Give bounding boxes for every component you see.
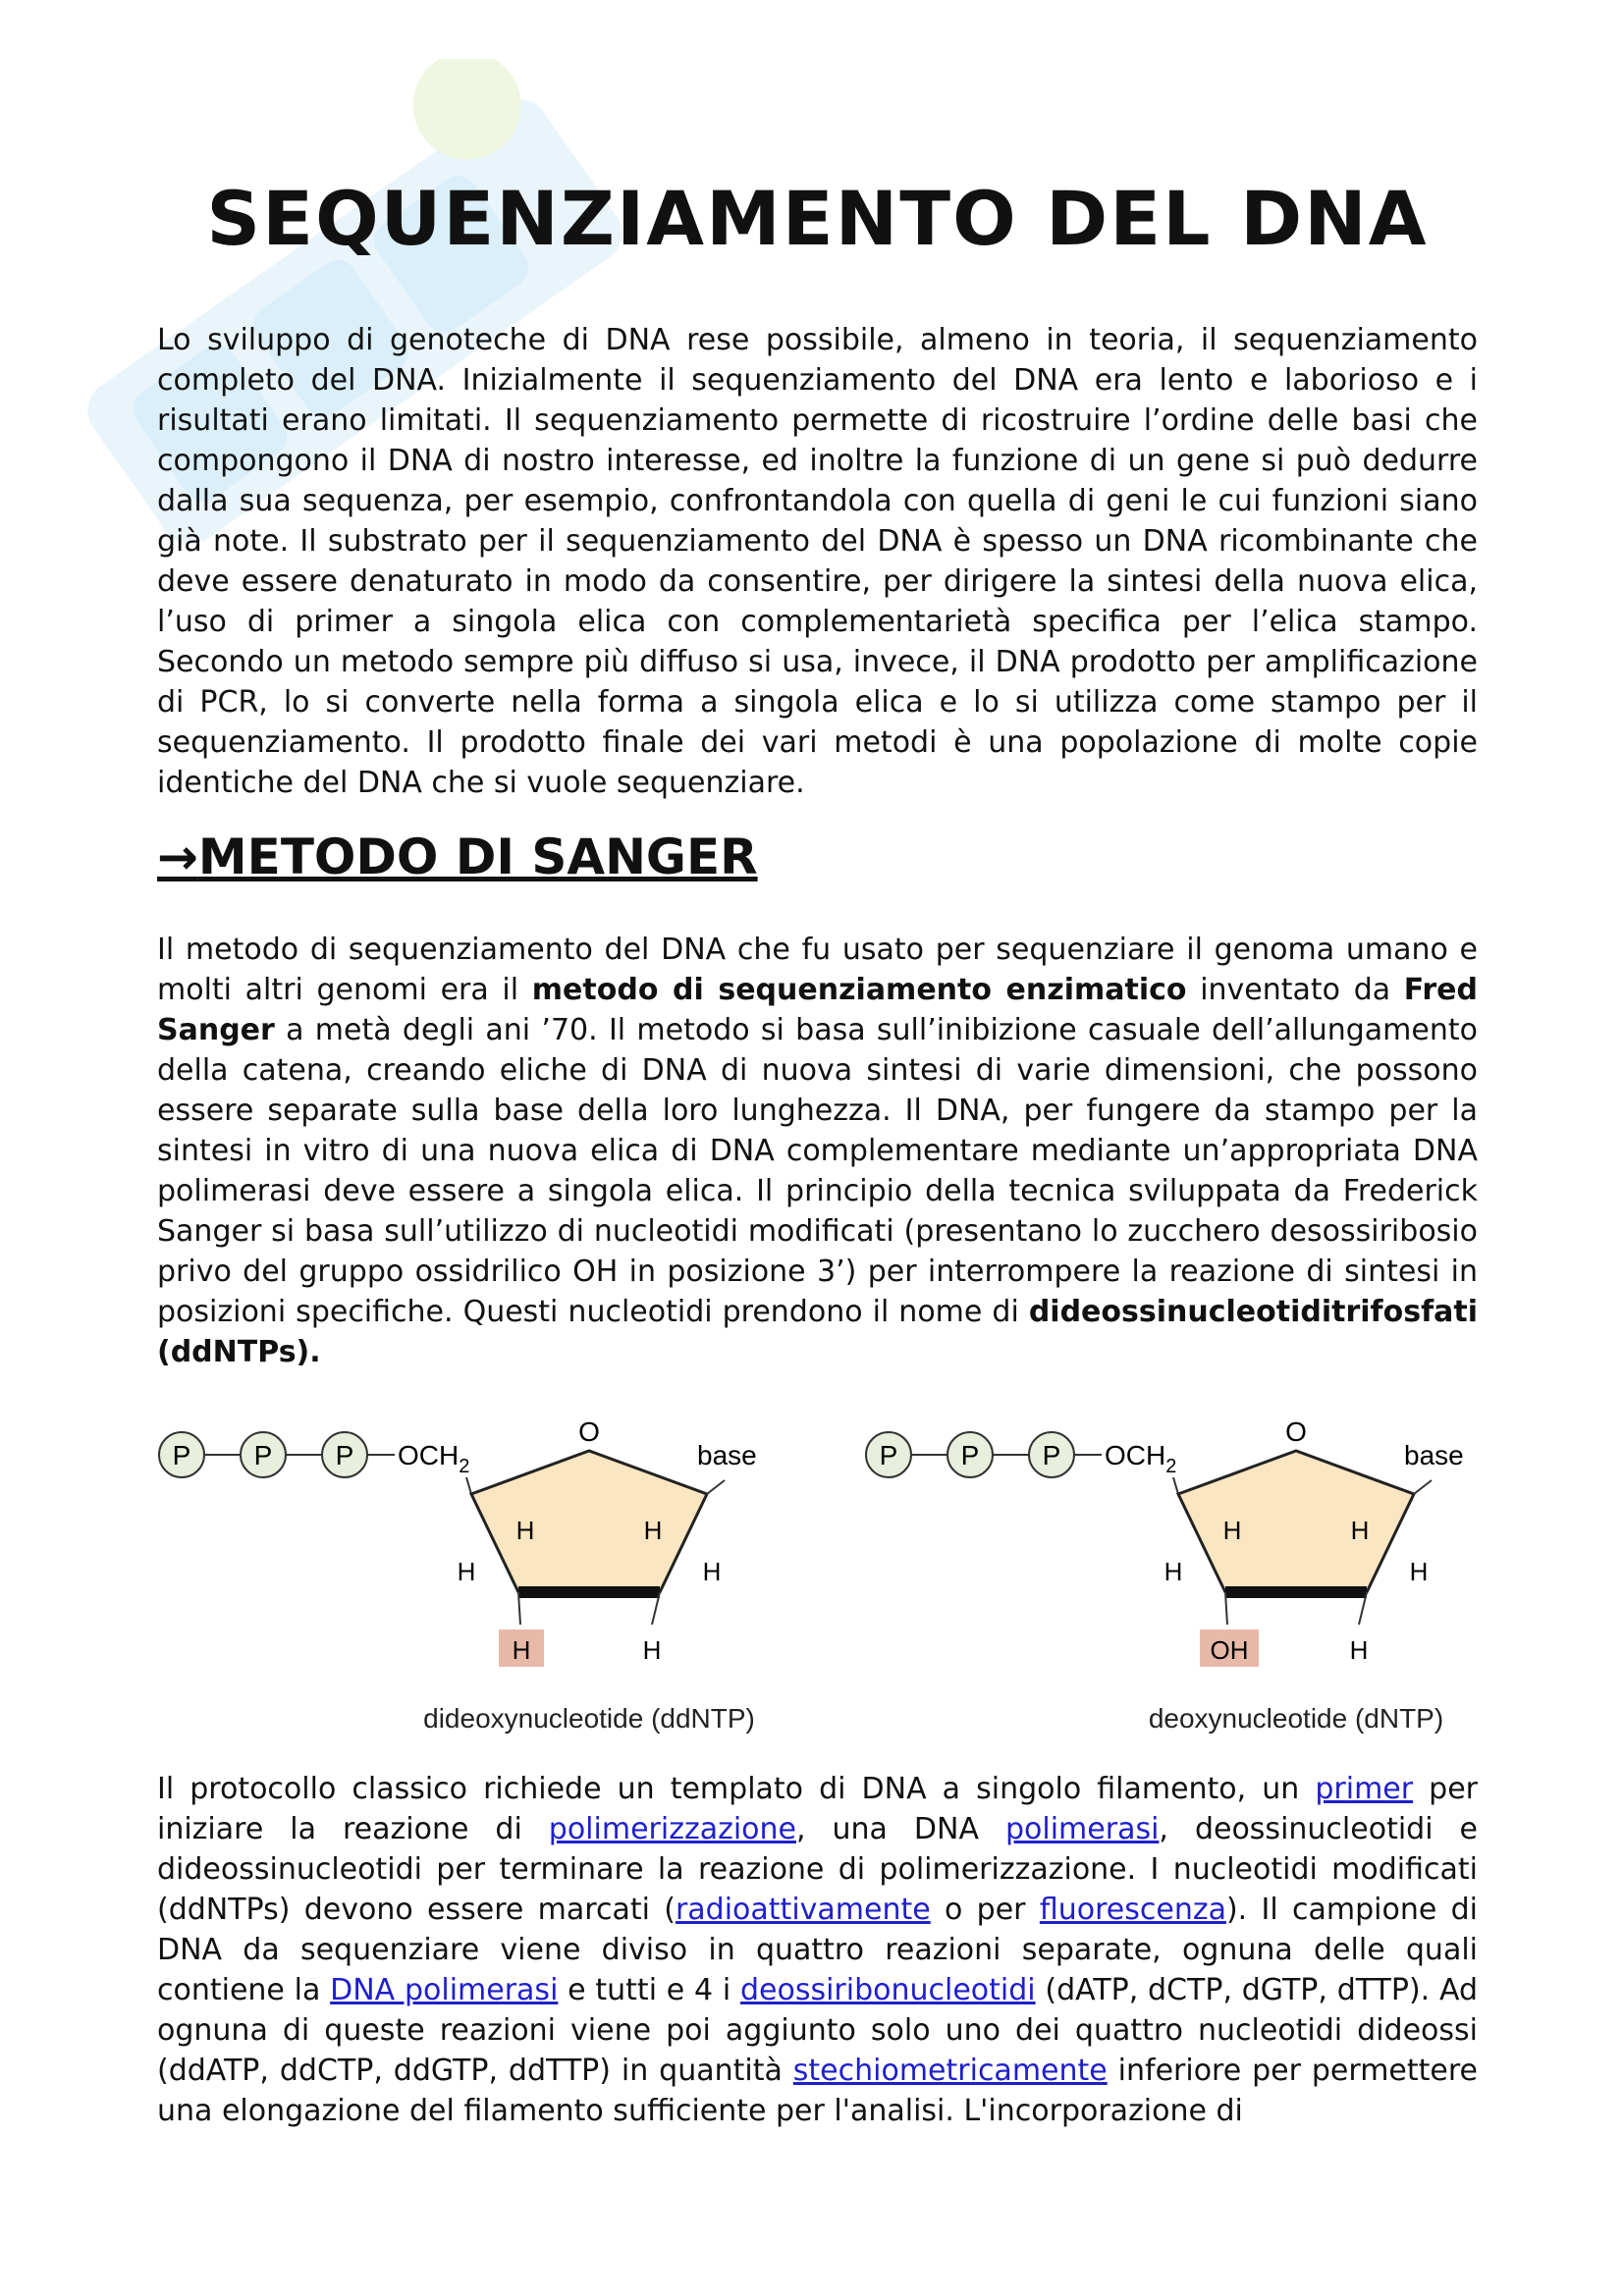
h-label: H <box>702 1557 722 1586</box>
h-label: H <box>515 1516 535 1545</box>
h-label: H <box>1163 1557 1183 1586</box>
dntp-caption: deoxynucleotide (dNTP) <box>1148 1703 1444 1734</box>
link-stechiometricamente[interactable]: stechiometricamente <box>792 2054 1108 2088</box>
text-run: o per <box>930 1893 1040 1927</box>
link-dna-polimerasi[interactable]: DNA polimerasi <box>330 1973 559 2007</box>
oxygen-label: O <box>578 1416 600 1447</box>
link-polimerizzazione[interactable]: polimerizzazione <box>548 1812 796 1846</box>
page-title: SEQUENZIAMENTO DEL DNA <box>206 175 1429 262</box>
oxygen-label: O <box>1285 1416 1307 1447</box>
link-deossiribonucleotidi[interactable]: deossiribonucleotidi <box>739 1973 1036 2007</box>
section-heading-sanger <box>157 828 758 885</box>
nucleotide-diagram <box>147 1394 1492 1737</box>
text-run: , una DNA <box>795 1812 1005 1846</box>
h-label: H <box>457 1557 476 1586</box>
nucleotide-figure <box>147 1394 1492 1737</box>
text-run: ). Il campione di DNA da sequenziare viene diviso in quattro reazioni separate, ognuna delle quali contiene la <box>157 1893 1479 2007</box>
text-run: a metà degli ani ’70. Il metodo si basa sull’inibizione casuale dell’allungamento della catena, creando eliche di DNA di nuova sintesi di varie dimensioni, che possono essere separate sulla base della loro lunghezza. Il DNA, per fungere da stampo per la sintesi in vitro di una nuova elica di DNA complementare mediante un’appropriata DNA polimerasi deve essere a singola elica. Il principio della tecnica sviluppata da Frederick Sanger si basa sull’utilizzo di nucleotidi modificati (presentano lo zucchero desossiribosio privo del gruppo ossidrilico OH in posizione 3’) per interrompere la reazione di sintesi in posizioni specifiche. Questi nucleotidi prendono il nome di <box>157 1013 1478 1329</box>
bold-term: metodo di sequenziamento enzimatico <box>531 973 1187 1007</box>
text-run: Il metodo di sequenziamento del DNA che fu usato per sequenziare il genoma umano e molti altri genomi era il <box>157 933 1478 1007</box>
bold-term: dideossinucleotiditrifosfati (ddNTPs). <box>157 1295 1478 1369</box>
bold-term: Fred Sanger <box>157 973 1478 1047</box>
sugar-ring <box>471 1451 707 1592</box>
intro-paragraph: Lo sviluppo di genoteche di DNA rese possibile, almeno in teoria, il sequenziamento completo del DNA. Inizialmente il sequenziamento del DNA era lento e laborioso e i risultati erano limitati. Il sequenziamento permette di ricostruire l’ordine delle basi che compongono il DNA di nostro interesse, ed inoltre la funzione di un gene si può dedurre dalla sua sequenza, per esempio, confrontandola con quella di geni le cui funzioni siano già note. Il substrato per il sequenziamento del DNA è spesso un DNA ricombinante che deve essere denaturato in modo da consentire, per dirigere la sintesi della nuova elica, l’uso di primer a singola elica con complementarietà specifica per l’elica stampo. Secondo un metodo sempre più diffuso si usa, invece, il DNA prodotto per amplificazione di PCR, lo si converte nella forma a singola elica e lo si utilizza come stampo per il sequenziamento. Il prodotto finale dei vari metodi è una popolazione di molte copie identiche del DNA che si vuole sequenziare. <box>157 323 1478 800</box>
phosphate-label: P <box>335 1440 354 1470</box>
text-run: per iniziare la reazione di <box>157 1772 1478 1846</box>
link-fluorescenza[interactable]: fluorescenza <box>1039 1893 1226 1927</box>
sanger-paragraph <box>157 930 1478 1372</box>
och2-label: $OCH_2$ <box>1105 1440 1177 1477</box>
h-label: H <box>1409 1557 1429 1586</box>
text-run: (dATP, dCTP, dGTP, dTTP). Ad ognuna di queste reazioni viene poi aggiunto solo uno dei quattro nucleotidi dideossi (ddATP, ddCTP, ddGTP, ddTTP) in quantità <box>157 1973 1478 2088</box>
text-run: inventato da <box>1186 973 1404 1007</box>
base-label: base <box>697 1440 757 1470</box>
link-polimerasi[interactable]: polimerasi <box>1004 1812 1160 1846</box>
ddntp-caption: dideoxynucleotide (ddNTP) <box>423 1703 755 1734</box>
text-run: , deossinucleotidi e dideossinucleotidi per terminare la reazione di polimerizzazione. I nucleotidi modificati (ddNTPs) devono essere marcati ( <box>157 1812 1478 1927</box>
section-title: METODO DI SANGER <box>197 828 758 885</box>
oh-label-highlighted: OH <box>1210 1635 1249 1665</box>
h-label: H <box>1350 1516 1370 1545</box>
phosphate-label: P <box>1042 1440 1061 1470</box>
text-run: Il protocollo classico richiede un templato di DNA a singolo filamento, un <box>157 1772 1316 1806</box>
dntp-structure <box>866 1416 1464 1734</box>
sugar-ring <box>1178 1451 1414 1592</box>
link-radioattivamente[interactable]: radioattivamente <box>675 1893 931 1927</box>
protocol-paragraph <box>157 1769 1478 2131</box>
phosphate-label: P <box>960 1440 980 1470</box>
text-run: inferiore per permettere una elongazione del filamento sufficiente per l'analisi. L'incorporazione di <box>157 2054 1478 2128</box>
ddntp-structure <box>159 1416 757 1734</box>
h-label: H <box>1349 1635 1369 1665</box>
h-label-highlighted: H <box>512 1635 531 1665</box>
text-run: e tutti e 4 i <box>558 1973 740 2007</box>
phosphate-label: P <box>879 1440 898 1470</box>
phosphate-label: P <box>172 1440 191 1470</box>
base-label: base <box>1404 1440 1464 1470</box>
arrow-right-icon: → <box>157 828 198 885</box>
och2-label: $OCH_2$ <box>398 1440 470 1477</box>
h-label: H <box>1222 1516 1242 1545</box>
h-label: H <box>643 1516 663 1545</box>
h-label: H <box>642 1635 662 1665</box>
phosphate-label: P <box>253 1440 273 1470</box>
link-primer[interactable]: primer <box>1315 1772 1414 1806</box>
